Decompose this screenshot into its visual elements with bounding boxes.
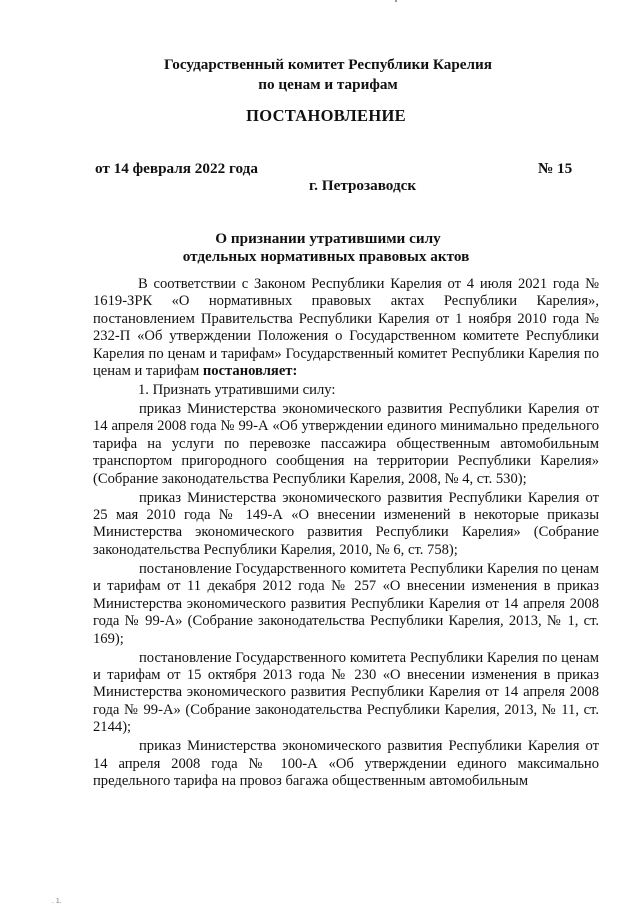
document-title-line1: О признании утратившими силу (215, 230, 441, 247)
document-number: № 15 (538, 160, 573, 177)
intro-text: В соответствии с Законом Республики Карелия от 4 июля 2021 года № 1619-ЗРК «О нормативных правовых актах Республики Карелия», постановлением Правительства Республики Карелия от 1 ноября 2010 года № 232-П «Об утверждении Положения о Государственном комитете Республики Карелия по ценам и тарифам» Государственный комитет Республики Карелия по ценам и тарифам (93, 276, 599, 380)
scan-mark (395, 0, 397, 2)
list-item: приказ Министерства экономического развития Республики Карелия от 25 мая 2010 года № 149-А «О внесении изменений в некоторые приказы Министерства экономического развития Республики Карелия» (Собрание законодательства Республики Карелия, 2010, № 6, ст. 758); (93, 489, 599, 558)
list-item: постановление Государственного комитета Республики Карелия по ценам и тарифам от 11 декабря 2012 года № 257 «О внесении изменения в приказ Министерства экономического развития Республики Карелия от 14 апреля 2008 года № 99-А» (Собрание законодательства Республики Карелия, 2013, № 1, ст. 169); (93, 560, 599, 647)
issuer-name-line2: по ценам и тарифам (258, 76, 398, 93)
document-city: г. Петрозаводск (309, 177, 417, 194)
intro-verb: постановляет (202, 363, 293, 380)
document-body (93, 276, 599, 790)
point-1: 1. Признать утратившими силу: (138, 382, 336, 399)
page-marker: . 1. (52, 898, 62, 905)
issuer-name-line1: Государственный комитет Республики Карелия (163, 56, 493, 73)
list-item: приказ Министерства экономического развития Республики Карелия от 14 апреля 2008 года № 100-А «Об утверждении единого максимально предельного тарифа на провоз багажа общественным автомобильным (93, 738, 599, 789)
document-date: от 14 февраля 2022 года (95, 160, 258, 177)
list-item: приказ Министерства экономического развития Республики Карелия от 14 апреля 2008 года № 99-А «Об утверждении единого минимально предельного тарифа на услуги по перевозке пассажира общественным автомобильным транспортом пригородного сообщения на территории Республики Карелия» (Собрание законодательства Республики Карелия, 2008, № 4, ст. 530); (93, 401, 599, 487)
list-item: постановление Государственного комитета Республики Карелия по ценам и тарифам от 15 октября 2013 года № 230 «О внесении изменения в приказ Министерства экономического развития Республики Карелия от 14 апреля 2008 года № 99-А» (Собрание законодательства Республики Карелия, 2013, № 11, ст. 2144); (93, 649, 599, 736)
document-title-line2: отдельных нормативных правовых актов (182, 248, 470, 265)
intro-paragraph (93, 276, 599, 380)
intro-end: : (292, 363, 298, 380)
document-type: ПОСТАНОВЛЕНИЕ (246, 106, 406, 125)
